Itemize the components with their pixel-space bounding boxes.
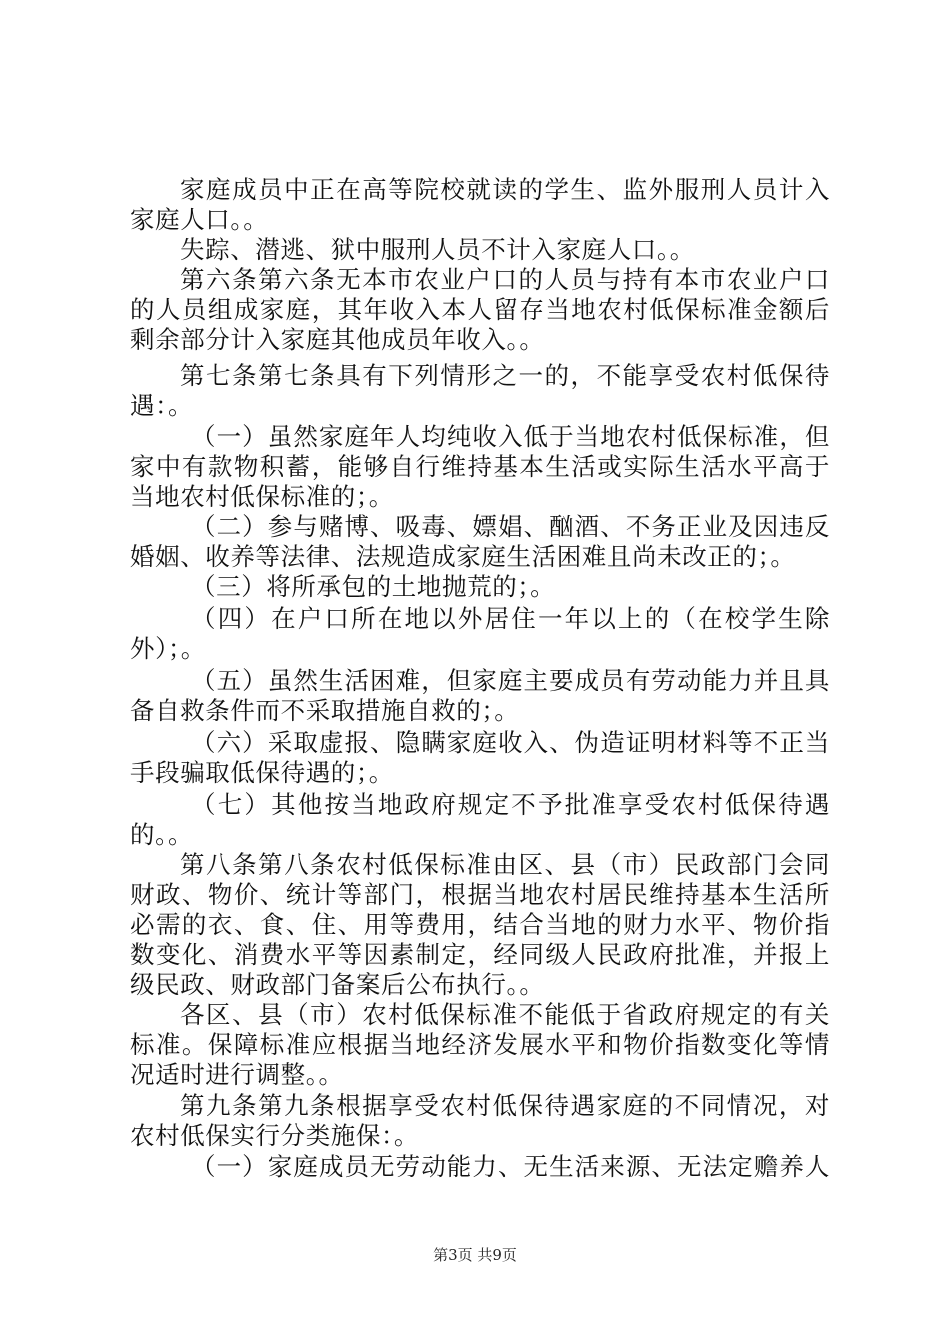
text-line: 数变化、消费水平等因素制定，经同级人民政府批准，并报上 xyxy=(130,940,830,969)
text-line: 第八条第八条农村低保标准由区、县（市）民政部门会同 xyxy=(180,850,830,879)
text-line: 财政、物价、统计等部门，根据当地农村居民维持基本生活所 xyxy=(130,880,830,909)
text-line: （四）在户口所在地以外居住一年以上的（在校学生除 xyxy=(191,604,830,633)
text-line: 当地农村低保标准的；。 xyxy=(130,482,394,511)
text-line: 第九条第九条根据享受农村低保待遇家庭的不同情况，对 xyxy=(180,1091,830,1120)
text-line: 剩余部分计入家庭其他成员年收入。。 xyxy=(130,325,545,354)
text-line: （三）将所承包的土地抛荒的；。 xyxy=(191,572,556,601)
text-line: 况适时进行调整。。 xyxy=(130,1060,344,1089)
text-line: 手段骗取低保待遇的；。 xyxy=(130,758,394,787)
text-line: 农村低保实行分类施保：。 xyxy=(130,1121,419,1150)
text-line: 失踪、潜逃、狱中服刑人员不计入家庭人口。。 xyxy=(180,235,695,264)
text-line: 备自救条件而不采取措施自救的；。 xyxy=(130,696,520,725)
text-line: （一）家庭成员无劳动能力、无生活来源、无法定赡养人 xyxy=(191,1152,830,1181)
text-line: 遇：。 xyxy=(130,391,194,420)
text-line: 级民政、财政部门备案后公布执行。。 xyxy=(130,970,545,999)
text-line: （二）参与赌博、吸毒、嫖娼、酗酒、不务正业及因违反 xyxy=(191,512,830,541)
text-line: 必需的衣、食、住、用等费用，结合当地的财力水平、物价指 xyxy=(130,910,830,939)
text-line: （七）其他按当地政府规定不予批准享受农村低保待遇 xyxy=(191,790,830,819)
text-line: （一）虽然家庭年人均纯收入低于当地农村低保标准，但 xyxy=(191,422,830,451)
text-line: 标准。保障标准应根据当地经济发展水平和物价指数变化等情 xyxy=(130,1030,830,1059)
text-line: 的。。 xyxy=(130,820,194,849)
text-line: 第六条第六条无本市农业户口的人员与持有本市农业户口 xyxy=(180,265,830,294)
text-line: 家中有款物积蓄，能够自行维持基本生活或实际生活水平高于 xyxy=(130,452,830,481)
text-line: （五）虽然生活困难，但家庭主要成员有劳动能力并且具 xyxy=(191,666,830,695)
text-line: 的人员组成家庭，其年收入本人留存当地农村低保标准金额后 xyxy=(130,295,830,324)
text-line: 家庭人口。。 xyxy=(130,205,269,234)
text-line: 婚姻、收养等法律、法规造成家庭生活困难且尚未改正的；。 xyxy=(130,542,796,571)
text-line: 家庭成员中正在高等院校就读的学生、监外服刑人员计入 xyxy=(180,175,830,204)
text-line: 各区、县（市）农村低保标准不能低于省政府规定的有关 xyxy=(180,1000,830,1029)
page-footer: 第3页 共9页 xyxy=(433,1246,517,1264)
text-line: 第七条第七条具有下列情形之一的，不能享受农村低保待 xyxy=(180,361,830,390)
text-line: （六）采取虚报、隐瞒家庭收入、伪造证明材料等不正当 xyxy=(191,728,830,757)
text-line: 外）；。 xyxy=(130,634,206,663)
